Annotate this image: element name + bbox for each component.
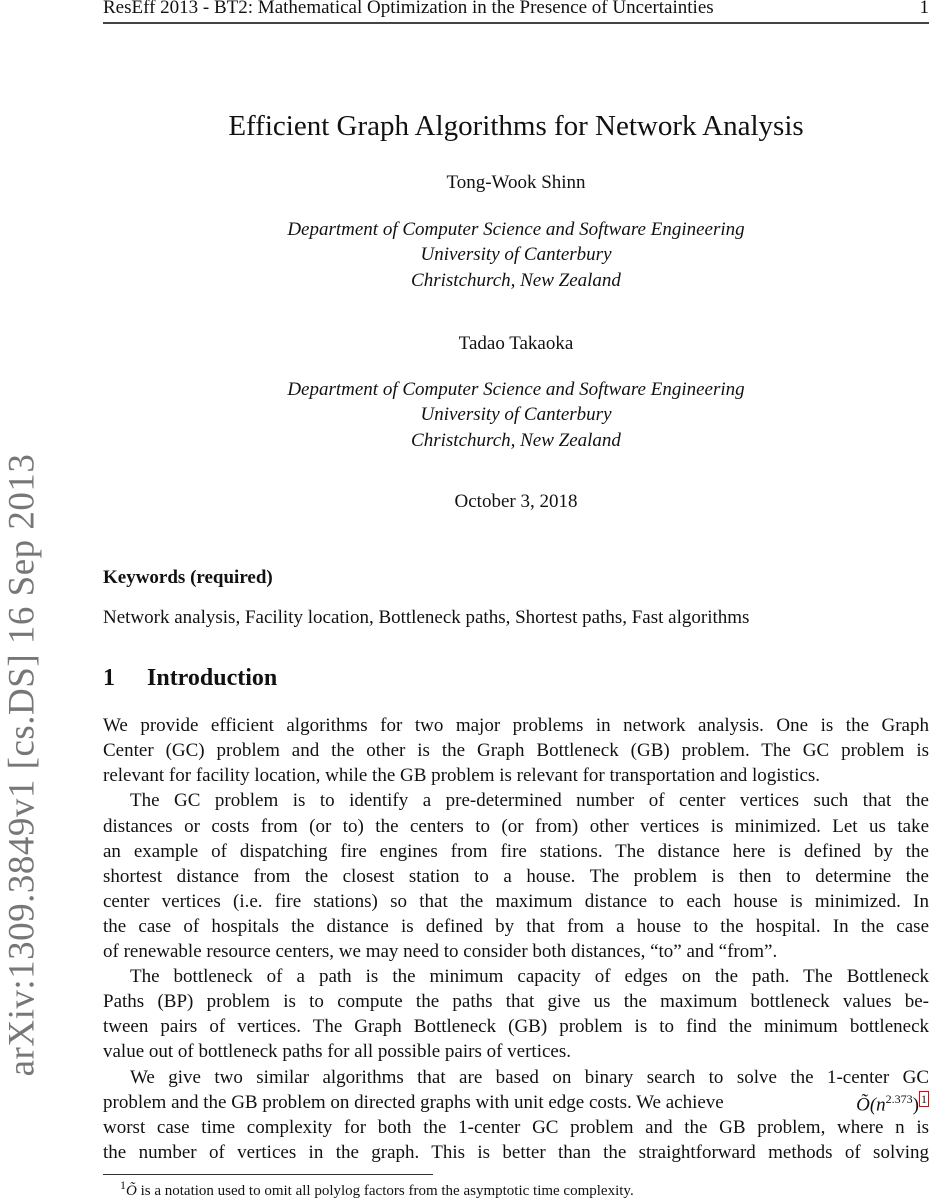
author-affiliation: Christchurch, New Zealand bbox=[411, 270, 621, 291]
body-line: The bottleneck of a path is the minimum capacity of edges on the path. The Bottleneck bbox=[130, 966, 929, 987]
paper-title: Efficient Graph Algorithms for Network Analysis bbox=[228, 110, 804, 142]
author-affiliation: University of Canterbury bbox=[420, 404, 612, 425]
author-affiliation: Department of Computer Science and Software Engineering bbox=[287, 219, 745, 240]
body-line: relevant for facility location, while the GB problem is relevant for transportation and logistics. bbox=[103, 765, 821, 786]
author-affiliation: Department of Computer Science and Software Engineering bbox=[287, 379, 745, 400]
body-line: tween pairs of vertices. The Graph Bottleneck (GB) problem is to find the minimum bottleneck bbox=[103, 1016, 929, 1037]
footnote-link[interactable]: 1 bbox=[921, 1092, 927, 1106]
math-exponent: 2.373 bbox=[885, 1092, 913, 1106]
body-line: We provide efficient algorithms for two major problems in network analysis. One is the Graph bbox=[103, 715, 929, 736]
footnote-rule bbox=[103, 1174, 433, 1175]
math-op: Õ(n bbox=[856, 1094, 886, 1116]
paper-date: October 3, 2018 bbox=[454, 491, 578, 512]
author-affiliation: Christchurch, New Zealand bbox=[411, 430, 621, 451]
arxiv-stamp: arXiv:1309.3849v1 [cs.DS] 16 Sep 2013 bbox=[1, 453, 43, 1077]
footnote bbox=[120, 1178, 634, 1200]
keywords-text: Network analysis, Facility location, Bottleneck paths, Shortest paths, Fast algorithms bbox=[103, 607, 750, 628]
body-line bbox=[103, 1092, 929, 1116]
body-line: distances or costs from (or to) the centers to (or from) other vertices is minimized. Let us take bbox=[103, 816, 929, 837]
running-title: ResEff 2013 - BT2: Mathematical Optimization in the Presence of Uncertainties bbox=[103, 0, 714, 18]
footnote-text: is a notation used to omit all polylog factors from the asymptotic time complexity. bbox=[136, 1183, 634, 1199]
math-close: ) bbox=[912, 1094, 919, 1116]
author-name: Tong-Wook Shinn bbox=[446, 172, 586, 193]
body-line-text: problem and the GB problem on directed graphs with unit edge costs. We achieve bbox=[103, 1092, 724, 1113]
body-line: value out of bottleneck paths for all possible pairs of vertices. bbox=[103, 1041, 572, 1062]
footnote-symbol: Õ bbox=[126, 1183, 137, 1199]
body-line: the number of vertices in the graph. This is better than the straightforward methods of solving bbox=[103, 1142, 929, 1163]
complexity-math bbox=[856, 1092, 929, 1116]
body-line: of renewable resource centers, we may need to consider both distances, “to” and “from”. bbox=[103, 941, 778, 962]
body-line: shortest distance from the closest station to a house. The problem is then to determine the bbox=[103, 866, 929, 887]
header-rule bbox=[103, 22, 929, 24]
author-affiliation: University of Canterbury bbox=[420, 244, 612, 265]
body-line: The GC problem is to identify a pre-determined number of center vertices such that the bbox=[130, 790, 929, 811]
section-heading bbox=[103, 665, 277, 692]
body-line: Center (GC) problem and the other is the Graph Bottleneck (GB) problem. The GC problem is bbox=[103, 740, 929, 761]
body-line: an example of dispatching fire engines from fire stations. The distance here is defined by the bbox=[103, 841, 929, 862]
body-line: Paths (BP) problem is to compute the paths that give us the maximum bottleneck values be- bbox=[103, 991, 929, 1012]
section-title: Introduction bbox=[147, 665, 278, 691]
running-header bbox=[103, 0, 929, 19]
body-line: center vertices (i.e. fire stations) so that the maximum distance to each house is minimized. In bbox=[103, 891, 929, 912]
body-line: We give two similar algorithms that are based on binary search to solve the 1-center GC bbox=[130, 1067, 929, 1088]
body-line: the case of hospitals the distance is defined by that from a house to the hospital. In the case bbox=[103, 916, 929, 937]
page-number: 1 bbox=[919, 0, 929, 18]
section-number: 1 bbox=[103, 665, 115, 691]
author-name: Tadao Takaoka bbox=[458, 333, 574, 354]
body-line: worst case time complexity for both the 1-center GC problem and the GB problem, where n is bbox=[103, 1117, 929, 1138]
footnote-mark: 1 bbox=[120, 1178, 126, 1192]
keywords-heading: Keywords (required) bbox=[103, 567, 273, 588]
